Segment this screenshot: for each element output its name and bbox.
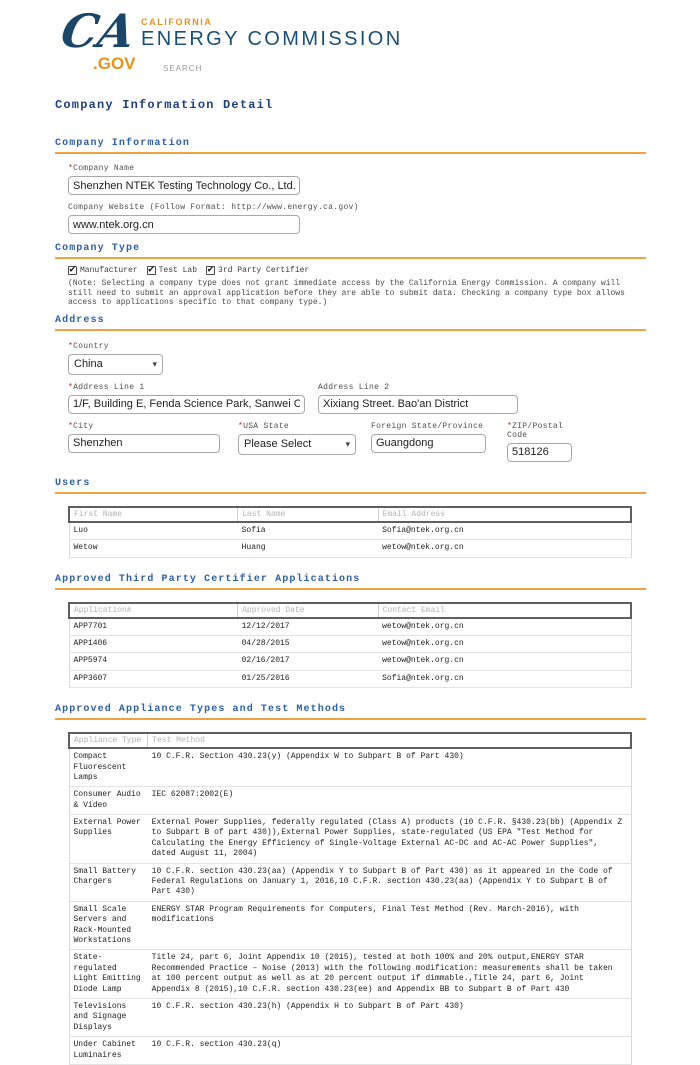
column-header: Appliance Type: [69, 733, 148, 748]
column-header: Approved Date: [238, 603, 379, 618]
column-header: First Name: [69, 507, 238, 522]
table-cell: Sofia@ntek.org.cn: [382, 525, 464, 535]
table-row: [69, 670, 631, 687]
table-cell: Consumer Audio & Video: [73, 790, 141, 810]
table-row: [69, 901, 631, 950]
table-row: [69, 1037, 631, 1065]
foreign-state-group: [358, 422, 486, 462]
city-group: [55, 422, 220, 462]
company-website-label: Company Website (Follow Format: http://www.energy.ca.gov): [68, 203, 359, 212]
company-website-field[interactable]: [68, 215, 300, 234]
address-line-2-group: [305, 383, 518, 414]
table-cell: External Power Supplies, federally regulated (Class A) products (10 C.F.R. §430.23(bb) (Appendix Z to Subpart B of part 430)),External Power Supplies, state-regulated (US EPA "Test Method for Calculating the Energy Efficiency of Single-Voltage External AC-DC and AC-AC Power Supplies", dated August 11, 2004): [151, 818, 623, 859]
checkbox-checked-icon[interactable]: ✔: [148, 264, 155, 276]
column-header: Application#: [69, 603, 238, 618]
table-cell: Compact Fluorescent Lamps: [73, 752, 127, 782]
usa-state-select[interactable]: [238, 434, 356, 455]
table-cell: 10 C.F.R. section 430.23(h) (Appendix H to Subpart B of Part 430): [151, 1001, 464, 1011]
checkbox-checked-icon[interactable]: ✔: [207, 264, 214, 276]
table-row: [69, 540, 631, 557]
address-line-1-label: *Address Line 1: [68, 382, 145, 392]
company-information-section: [55, 138, 646, 234]
city-label: *City: [68, 421, 94, 431]
users-section: [55, 478, 646, 558]
table-cell: Sofia@ntek.org.cn: [382, 673, 464, 683]
agency-brand: [141, 17, 403, 73]
table-cell: 10 C.F.R. Section 430.23(y) (Appendix W to Subpart B of Part 430): [151, 752, 464, 762]
country-selected-value: China: [74, 357, 103, 370]
brand-energy-commission-label: ENERGY COMMISSION: [141, 28, 403, 50]
foreign-state-field[interactable]: [371, 434, 486, 453]
zip-label: *ZIP/Postal Code: [507, 421, 564, 440]
company-name-label: *Company Name: [68, 164, 135, 173]
city-field[interactable]: [68, 434, 220, 453]
table-row: [69, 815, 631, 864]
certifier-applications-section: [55, 574, 646, 689]
usa-state-group: [225, 422, 356, 462]
required-asterisk: *: [238, 421, 244, 431]
table-cell: Small Scale Servers and Rack-Mounted Workstations: [73, 904, 132, 945]
table-row: [69, 950, 631, 999]
certifier-applications-heading: Approved Third Party Certifier Applications: [55, 574, 646, 590]
table-row: [69, 787, 631, 815]
required-asterisk: *: [507, 421, 513, 431]
required-asterisk: *: [68, 341, 74, 351]
table-cell: 01/25/2016: [241, 673, 290, 683]
site-header: [0, 0, 700, 80]
checkbox-label: Test Lab: [158, 266, 198, 275]
checkbox-label: Manufacturer: [80, 266, 138, 275]
table-cell: ENERGY STAR Program Requirements for Computers, Final Test Method (Rev. March-2016), with modifications: [151, 904, 579, 925]
table-header-row: [69, 603, 631, 618]
chevron-down-icon: ▾: [345, 438, 350, 449]
usa-state-selected-value: Please Select: [244, 437, 312, 450]
column-header: Contact Email: [382, 605, 446, 615]
table-row: [69, 618, 631, 636]
table-cell: Luo: [73, 525, 88, 535]
column-header: Last Name: [238, 507, 379, 522]
chevron-down-icon: ▾: [152, 358, 157, 369]
appliance-types-section: [55, 704, 646, 1065]
table-cell: APP7701: [73, 621, 108, 631]
ca-gov-logo[interactable]: [57, 4, 140, 74]
table-cell: Under Cabinet Luminaires: [73, 1040, 136, 1060]
table-row: [69, 998, 631, 1036]
table-cell: Sofia: [241, 525, 266, 535]
table-cell: Title 24, part 6, Joint Appendix 10 (2015), tested at both 100% and 20% output,ENERGY STAR Recommended Practice – Noise (2013) with the following modification: measurements shall be taken at 100 percent output as well as at 20 percent output if dimmable.,Title 24, part 6, Joint Appendix 8 (2015),10 C.F.R. section 430.23(ee) and Appendix BB to Subpart B of Part 430: [151, 953, 613, 994]
table-header-row: [69, 733, 631, 748]
zip-field[interactable]: [507, 443, 572, 462]
table-header-row: [69, 507, 631, 522]
company-type-section: [55, 243, 646, 308]
required-asterisk: *: [68, 421, 74, 431]
company-type-note: (Note: Selecting a company type does not grant immediate access by the California Energy Commission. A company will still need to submit an approval application before they are able to submit data. Checking a company type box allows access to applications specific to that company type.): [68, 279, 625, 308]
required-asterisk: *: [68, 164, 74, 173]
users-heading: Users: [55, 478, 646, 494]
address-line-2-field[interactable]: [318, 395, 518, 414]
company-type-options: [68, 266, 646, 275]
table-cell: 04/28/2015: [241, 638, 290, 648]
table-cell: 10 C.F.R. section 430.23(q): [151, 1040, 282, 1050]
appliance-types-table: [68, 732, 632, 1065]
column-header: Test Method: [152, 736, 205, 746]
table-cell: Televisions and Signage Displays: [73, 1001, 127, 1032]
table-cell: APP3607: [73, 673, 108, 683]
ca-gov-logo-gov-text: .GOV: [93, 54, 136, 73]
appliance-types-heading: Approved Appliance Types and Test Methods: [55, 704, 646, 720]
table-cell: 10 C.F.R. section 430.23(aa) (Appendix Y to Subpart B of Part 430) as it appeared in the Code of Federal Regulations on January 1, 2016,10 C.F.R. section 430.23(aa) (Appendix Y to Subpart B of Part 430): [151, 866, 613, 897]
address-heading: Address: [55, 315, 646, 331]
table-row: [69, 653, 631, 670]
page-title: Company Information Detail: [55, 98, 274, 112]
certifier-applications-table: [68, 602, 632, 689]
table-cell: wetow@ntek.org.cn: [382, 543, 464, 553]
table-cell: Huang: [241, 543, 266, 553]
company-type-heading: Company Type: [55, 243, 646, 259]
address-line-2-label: Address Line 2: [318, 382, 390, 392]
zip-group: [494, 422, 572, 462]
company-type-checkbox[interactable]: [68, 266, 138, 275]
table-cell: wetow@ntek.org.cn: [382, 621, 464, 631]
table-cell: State-regulated Light Emitting Diode Lamp: [73, 953, 141, 994]
table-cell: IEC 62087:2002(E): [151, 790, 234, 800]
users-table: [68, 506, 632, 558]
table-cell: APP5974: [73, 656, 108, 666]
address-section: [55, 315, 646, 462]
address-lines-row: [55, 383, 646, 414]
city-state-zip-row: [55, 422, 646, 462]
table-cell: 12/12/2017: [241, 621, 290, 631]
table-cell: External Power Supplies: [73, 818, 141, 838]
table-row: [69, 635, 631, 652]
company-information-heading: Company Information: [55, 138, 646, 154]
column-header: Email Address: [382, 509, 446, 519]
brand-california-label: CALIFORNIA: [141, 17, 213, 27]
country-label: *Country: [68, 341, 109, 351]
table-cell: wetow@ntek.org.cn: [382, 638, 464, 648]
checkbox-checked-icon[interactable]: ✔: [69, 264, 76, 276]
table-cell: 02/16/2017: [241, 656, 290, 666]
table-cell: wetow@ntek.org.cn: [382, 656, 464, 666]
foreign-state-label: Foreign State/Province: [371, 421, 484, 431]
company-name-field[interactable]: [68, 176, 300, 195]
table-cell: Wetow: [73, 543, 98, 553]
address-line-1-field[interactable]: [68, 395, 305, 414]
company-type-checkbox[interactable]: [206, 266, 309, 275]
address-line-1-group: [55, 383, 305, 414]
table-row: [69, 748, 631, 787]
table-row: [69, 522, 631, 540]
checkbox-label: 3rd Party Certifier: [218, 266, 310, 275]
table-row: [69, 863, 631, 901]
country-select[interactable]: [68, 354, 163, 375]
table-cell: Small Battery Chargers: [73, 866, 136, 887]
ca-gov-logo-ca-text: CA: [57, 4, 140, 58]
company-type-checkbox[interactable]: [147, 266, 197, 275]
main-content: [55, 138, 646, 1065]
required-asterisk: *: [68, 382, 74, 392]
search-link[interactable]: SEARCH: [163, 64, 203, 73]
table-cell: APP1406: [73, 638, 108, 648]
usa-state-label: *USA State: [238, 421, 290, 431]
